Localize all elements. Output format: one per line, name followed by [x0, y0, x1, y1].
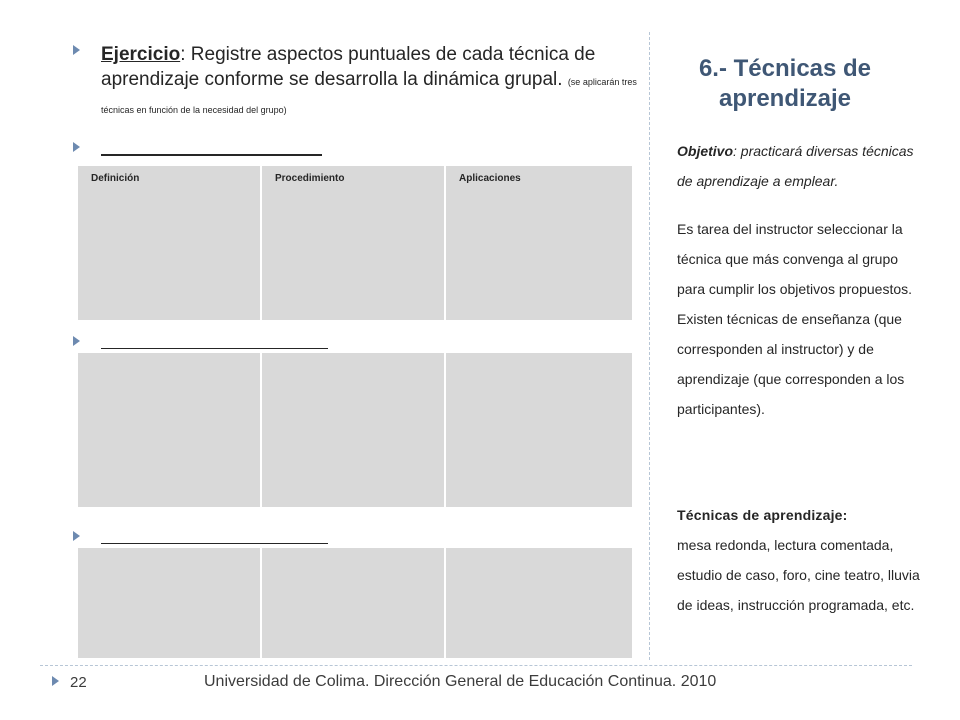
objective-text: : practicará diversas técnicas de aprendizaje a emplear. [677, 143, 914, 189]
exercise-text: : Registre aspectos puntuales de cada técnica de aprendizaje conforme se desarrolla la dinámica grupal. [101, 44, 596, 90]
table-2-cell-definicion[interactable] [77, 352, 261, 508]
bullet-arrow-icon [73, 336, 80, 346]
exercise-keyword: Ejercicio [101, 44, 181, 65]
technique-name-blank-3[interactable] [101, 543, 328, 544]
bullet-arrow-icon [73, 45, 80, 55]
exercise-note: (se aplicarán tres técnicas en función de la necesidad del grupo) [101, 77, 637, 115]
footer-text: Universidad de Colima. Dirección General de Educación Continua. 2010 [204, 673, 717, 690]
objective-paragraph [677, 136, 927, 196]
bullet-arrow-icon [73, 531, 80, 541]
footer-divider [40, 665, 912, 666]
header-aplicaciones: Aplicaciones [445, 165, 633, 321]
instructor-paragraph: Es tarea del instructor seleccionar la técnica que más convenga al grupo para cumplir los objetivos propuestos. Existen técnicas de enseñanza (que corresponden al instructor) y de aprendizaje (que corresponden a los participantes). [677, 221, 913, 417]
technique-name-blank-1[interactable] [101, 154, 322, 156]
techniques-list: mesa redonda, lectura comentada, estudio de caso, foro, cine teatro, lluvia de ideas, instrucción programada, etc. [677, 537, 920, 613]
techniques-label: Técnicas de aprendizaje: [677, 507, 848, 523]
objective-label: Objetivo [677, 143, 734, 159]
table-3-cell-procedimiento[interactable] [261, 547, 445, 659]
vertical-divider [649, 32, 650, 660]
table-2-cell-procedimiento[interactable] [261, 352, 445, 508]
header-procedimiento: Procedimiento [261, 165, 445, 321]
header-definicion: Definición [77, 165, 261, 321]
technique-name-blank-2[interactable] [101, 348, 328, 349]
technique-table-3 [76, 546, 634, 660]
footer-arrow-icon [52, 676, 59, 686]
techniques-paragraph [677, 500, 927, 620]
slide-title: 6.- Técnicas de aprendizaje [698, 55, 872, 112]
table-2-cell-aplicaciones[interactable] [445, 352, 633, 508]
table-3-cell-aplicaciones[interactable] [445, 547, 633, 659]
technique-table-1 [76, 164, 634, 322]
page-number: 22 [70, 674, 87, 691]
exercise-instructions [101, 42, 641, 123]
table-3-cell-definicion[interactable] [77, 547, 261, 659]
bullet-arrow-icon [73, 142, 80, 152]
technique-table-2 [76, 351, 634, 509]
